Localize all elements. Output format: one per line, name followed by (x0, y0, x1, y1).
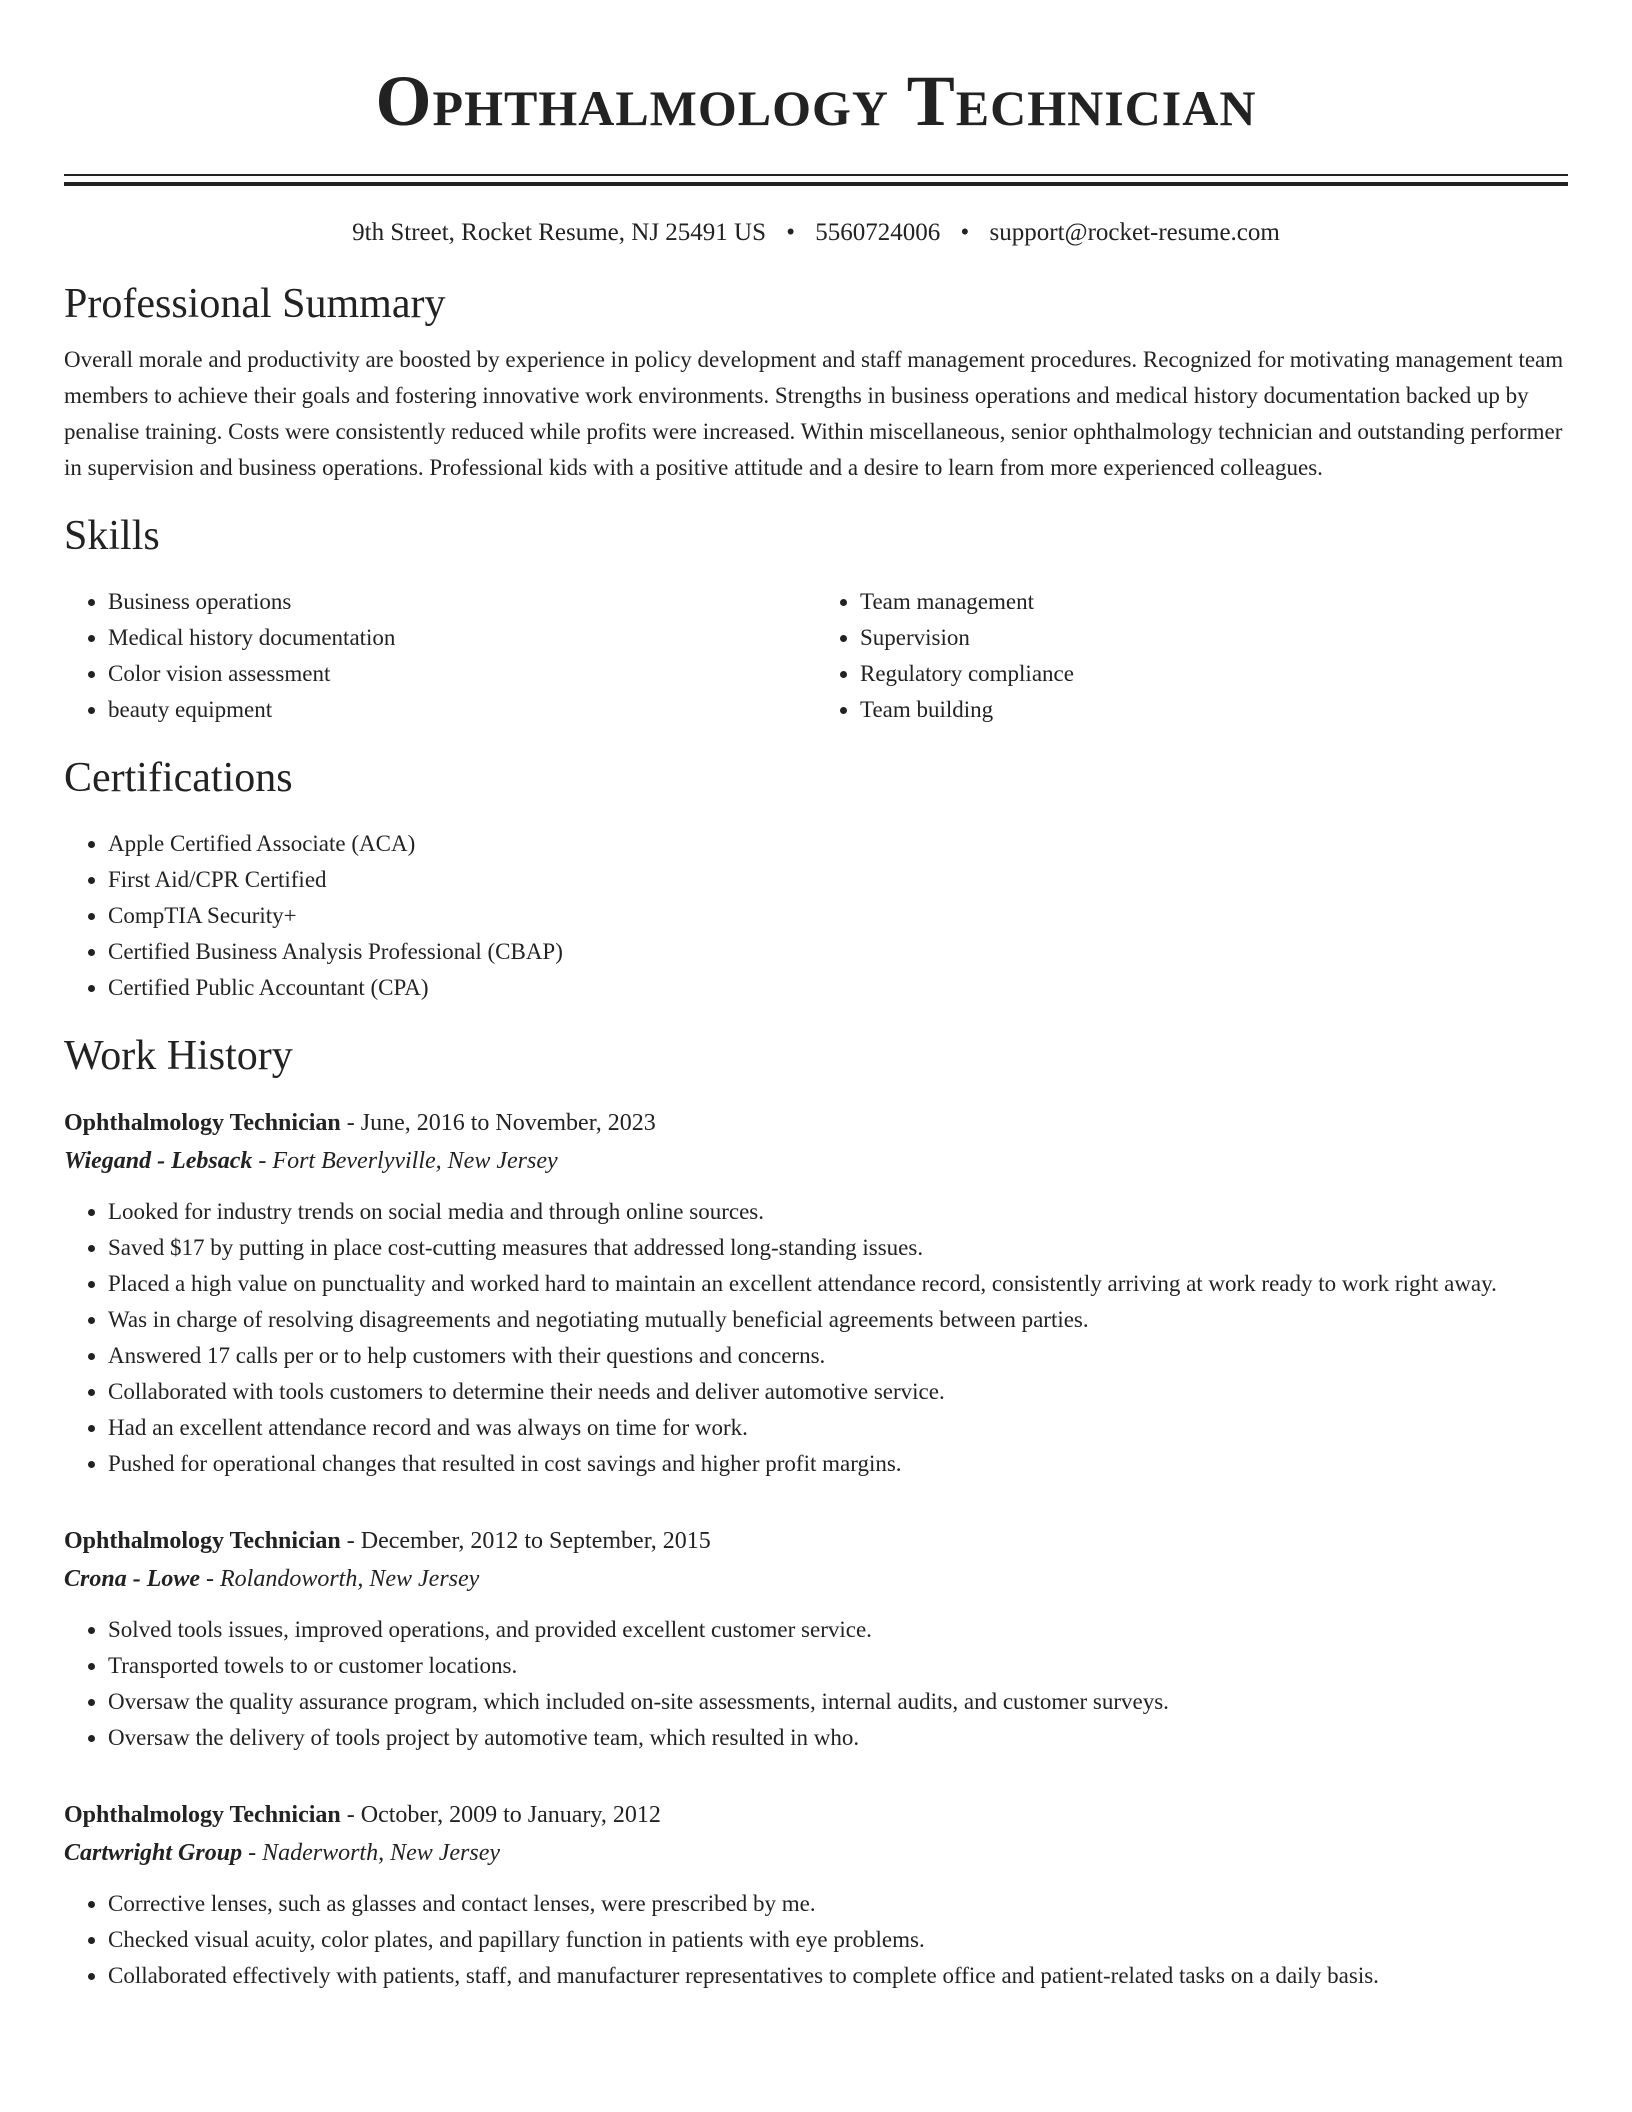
skills-list-left (64, 584, 816, 728)
job-header (64, 1522, 1568, 1560)
job-bullet: • Saved $17 by putting in place cost-cutting measures that addressed long-standing issues. (108, 1230, 1568, 1266)
job-bullets (64, 1612, 1568, 1756)
skills-heading: Skills (64, 513, 160, 559)
job-company: Crona - Lowe (64, 1566, 201, 1592)
job-employer (64, 1560, 1568, 1598)
job-company: Cartwright Group (64, 1840, 243, 1866)
contact-separator: • (786, 219, 796, 246)
job-bullet: • Transported towels to or customer locations. (108, 1648, 1568, 1684)
certification-item: • Certified Business Analysis Professional (CBAP) (108, 934, 1568, 970)
job-bullet: • Collaborated effectively with patients, staff, and manufacturer representatives to complete office and patient-related tasks on a daily basis. (108, 1958, 1568, 1994)
skills-columns (64, 584, 1568, 728)
job-role: Ophthalmology Technician (64, 1110, 341, 1136)
header-divider-thick (64, 182, 1568, 186)
certification-item: • First Aid/CPR Certified (108, 862, 1568, 898)
job-role: Ophthalmology Technician (64, 1802, 341, 1828)
skill-item: • Color vision assessment (108, 656, 816, 692)
skill-item: • beauty equipment (108, 692, 816, 728)
job-bullet: • Oversaw the delivery of tools project by automotive team, which resulted in who. (108, 1720, 1568, 1756)
contact-address: 9th Street, Rocket Resume, NJ 25491 US (352, 219, 767, 246)
certifications-heading: Certifications (64, 755, 293, 801)
job-entry (64, 1104, 1568, 1482)
contact-line (64, 216, 1568, 250)
certifications-list (64, 826, 1568, 1006)
skill-item: • Regulatory compliance (860, 656, 1568, 692)
job-location: - Fort Beverlyville, New Jersey (252, 1148, 558, 1174)
job-bullet: • Answered 17 calls per or to help customers with their questions and concerns. (108, 1338, 1568, 1374)
job-dates: - June, 2016 to November, 2023 (340, 1110, 656, 1136)
skill-item: • Medical history documentation (108, 620, 816, 656)
job-employer (64, 1142, 1568, 1180)
job-bullets (64, 1194, 1568, 1482)
job-entry (64, 1522, 1568, 1756)
job-company: Wiegand - Lebsack (64, 1148, 253, 1174)
job-location: - Rolandoworth, New Jersey (200, 1566, 480, 1592)
skill-item: • Supervision (860, 620, 1568, 656)
contact-separator: • (960, 219, 970, 246)
job-entry (64, 1796, 1568, 1994)
work-history-heading: Work History (64, 1033, 293, 1079)
job-bullet: • Collaborated with tools customers to determine their needs and deliver automotive service. (108, 1374, 1568, 1410)
job-dates: - December, 2012 to September, 2015 (340, 1528, 711, 1554)
job-bullet: • Corrective lenses, such as glasses and contact lenses, were prescribed by me. (108, 1886, 1568, 1922)
job-header (64, 1796, 1568, 1834)
skill-item: • Business operations (108, 584, 816, 620)
job-bullet: • Checked visual acuity, color plates, and papillary function in patients with eye problems. (108, 1922, 1568, 1958)
job-location: - Naderworth, New Jersey (242, 1840, 501, 1866)
certification-item: • CompTIA Security+ (108, 898, 1568, 934)
certification-item: • Certified Public Accountant (CPA) (108, 970, 1568, 1006)
summary-text: Overall morale and productivity are boosted by experience in policy development and staff management procedures. Recognized for motivating management team members to achieve their goals and fostering innovative work environments. Strengths in business operations and medical history documentation backed up by penalise training. Costs were consistently reduced while profits were increased. Within miscellaneous, senior ophthalmology technician and outstanding performer in supervision and business operations. Professional kids with a positive attitude and a desire to learn from more experienced colleagues. (64, 347, 1564, 480)
certification-item: • Apple Certified Associate (ACA) (108, 826, 1568, 862)
summary-heading: Professional Summary (64, 281, 446, 327)
job-bullet: • Looked for industry trends on social media and through online sources. (108, 1194, 1568, 1230)
resume-name: Ophthalmology Technician (375, 61, 1257, 141)
skill-item: • Team building (860, 692, 1568, 728)
contact-phone: 5560724006 (815, 219, 941, 246)
job-bullets (64, 1886, 1568, 1994)
job-bullet: • Was in charge of resolving disagreements and negotiating mutually beneficial agreements between parties. (108, 1302, 1568, 1338)
skill-item: • Team management (860, 584, 1568, 620)
job-header (64, 1104, 1568, 1142)
job-bullet: • Oversaw the quality assurance program, which included on-site assessments, internal audits, and customer surveys. (108, 1684, 1568, 1720)
job-employer (64, 1834, 1568, 1872)
header-divider-thin (64, 174, 1568, 176)
job-dates: - October, 2009 to January, 2012 (340, 1802, 661, 1828)
job-bullet: • Placed a high value on punctuality and worked hard to maintain an excellent attendance record, consistently arriving at work ready to work right away. (108, 1266, 1568, 1302)
skills-list-right (816, 584, 1568, 728)
job-bullet: • Solved tools issues, improved operations, and provided excellent customer service. (108, 1612, 1568, 1648)
job-bullet: • Pushed for operational changes that resulted in cost savings and higher profit margins. (108, 1446, 1568, 1482)
job-role: Ophthalmology Technician (64, 1528, 341, 1554)
job-bullet: • Had an excellent attendance record and was always on time for work. (108, 1410, 1568, 1446)
contact-email: support@rocket-resume.com (989, 219, 1280, 246)
